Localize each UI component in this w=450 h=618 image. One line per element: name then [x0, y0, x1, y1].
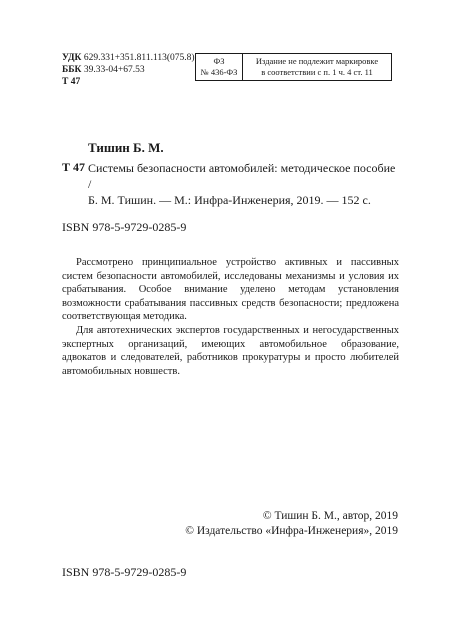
bbk-value: 39.33-04+67.53 — [83, 65, 145, 75]
marking-note-line2: в соответствии с п. 1 ч. 4 ст. 11 — [261, 67, 373, 77]
biblio-description — [88, 160, 398, 208]
copyright-block — [185, 509, 398, 538]
biblio-line1: Системы безопасности автомобилей: методическое пособие / — [88, 161, 396, 191]
age-marking-table — [195, 53, 392, 81]
abstract — [62, 256, 399, 378]
law-line2: № 436-ФЗ — [200, 67, 238, 77]
author-heading: Тишин Б. М. — [88, 140, 164, 155]
law-cell — [196, 54, 243, 81]
copyright-publisher: © Издательство «Инфра-Инженерия», 2019 — [185, 524, 398, 537]
biblio-line2: Б. М. Тишин. — М.: Инфра-Инженерия, 2019. — 152 с. — [88, 193, 371, 207]
classification-block — [62, 52, 195, 88]
bbk-line — [62, 64, 195, 76]
udk-line — [62, 52, 195, 64]
abstract-paragraph-1: Рассмотрено принципиальное устройство активных и пассивных систем безопасности автомобилей, исследованы механизмы и условия их срабатывания. Особое внимание уделено методам установления возможности срабатывания пассивных средств безопасности; предложена соответствующая методика. — [62, 257, 399, 323]
udk-label: УДК — [62, 53, 82, 63]
isbn-bottom: ISBN 978-5-9729-0285-9 — [62, 565, 187, 579]
udk-value: 629.331+351.811.113(075.8) — [83, 53, 195, 63]
bbk-label: ББК — [62, 65, 82, 75]
marking-note-cell — [243, 54, 392, 81]
marking-note-line1: Издание не подлежит маркировке — [255, 56, 379, 66]
classification-code: Т 47 — [62, 77, 81, 87]
copyright-author: © Тишин Б. М., автор, 2019 — [262, 510, 398, 522]
biblio-code: Т 47 — [62, 160, 86, 174]
law-line1: ФЗ — [213, 56, 225, 66]
abstract-paragraph-2: Для автотехнических экспертов государственных и негосударственных экспертных организаций, имеющих автомобильное образование, адвокатов и следователей, работников прокуратуры и просто любителей автомобильных новшеств. — [62, 324, 399, 377]
isbn-top: ISBN 978-5-9729-0285-9 — [62, 220, 187, 234]
